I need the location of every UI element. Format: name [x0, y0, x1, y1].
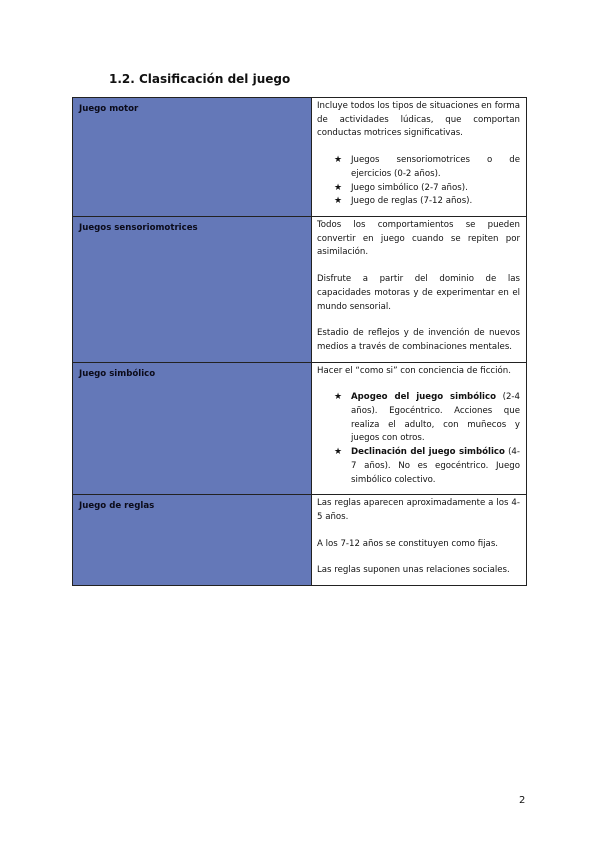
paragraph: Disfrute a partir del dominio de las capacidades motoras y de experimentar en el mundo sensorial. — [317, 274, 520, 312]
list-item: ★ Declinación del juego simbólico (4-7 años). No es egocéntrico. Juego simbólico colectivo. — [334, 447, 520, 485]
paragraph: Hacer el “como si” con conciencia de ficción. — [317, 365, 511, 376]
row-description — [312, 362, 527, 495]
list-item: ★ Juego simbólico (2-7 años). — [351, 182, 520, 196]
paragraph: A los 7-12 años se constituyen como fijas. — [317, 538, 499, 549]
table-row — [73, 362, 527, 495]
table-row — [73, 495, 527, 586]
star-icon: ★ — [334, 392, 343, 403]
row-label: Juego de reglas — [73, 495, 312, 586]
table-row — [73, 98, 527, 217]
row-description — [312, 495, 527, 586]
list-item: ★ Apogeo del juego simbólico (2-4 años). Egocéntrico. Acciones que realiza el adulto, con muñecos y juegos con otros. — [334, 392, 521, 444]
row-description — [312, 217, 527, 363]
star-icon: ★ — [334, 182, 343, 193]
paragraph: Incluye todos los tipos de situaciones en forma de actividades lúdicas, que comportan conductas motrices significativas. — [317, 101, 520, 139]
star-icon: ★ — [334, 447, 343, 458]
list-item: ★ Juego de reglas (7-12 años). — [351, 195, 520, 209]
row-label: Juego motor — [73, 98, 312, 217]
page-number: 2 — [519, 795, 526, 806]
list-item: ★ Juegos sensoriomotrices o de ejercicios (0-2 años). — [334, 155, 520, 179]
section-heading: 1.2. Clasificación del juego — [109, 72, 291, 86]
star-icon: ★ — [334, 155, 343, 166]
paragraph: Las reglas aparecen aproximadamente a los 4-5 años. — [317, 498, 520, 522]
row-description — [312, 98, 527, 217]
paragraph: Estadio de reflejos y de invención de nuevos medios a través de combinaciones mentales. — [317, 328, 520, 352]
paragraph: Todos los comportamientos se pueden convertir en juego cuando se repiten por asimilación. — [317, 220, 520, 258]
table-row — [73, 217, 527, 363]
bullet-list — [317, 391, 520, 487]
bullet-list — [317, 154, 520, 209]
row-label: Juegos sensoriomotrices — [73, 217, 312, 363]
row-label: Juego simbólico — [73, 362, 312, 495]
classification-table — [72, 97, 527, 586]
star-icon: ★ — [334, 196, 343, 207]
paragraph: Las reglas suponen unas relaciones sociales. — [317, 565, 510, 576]
